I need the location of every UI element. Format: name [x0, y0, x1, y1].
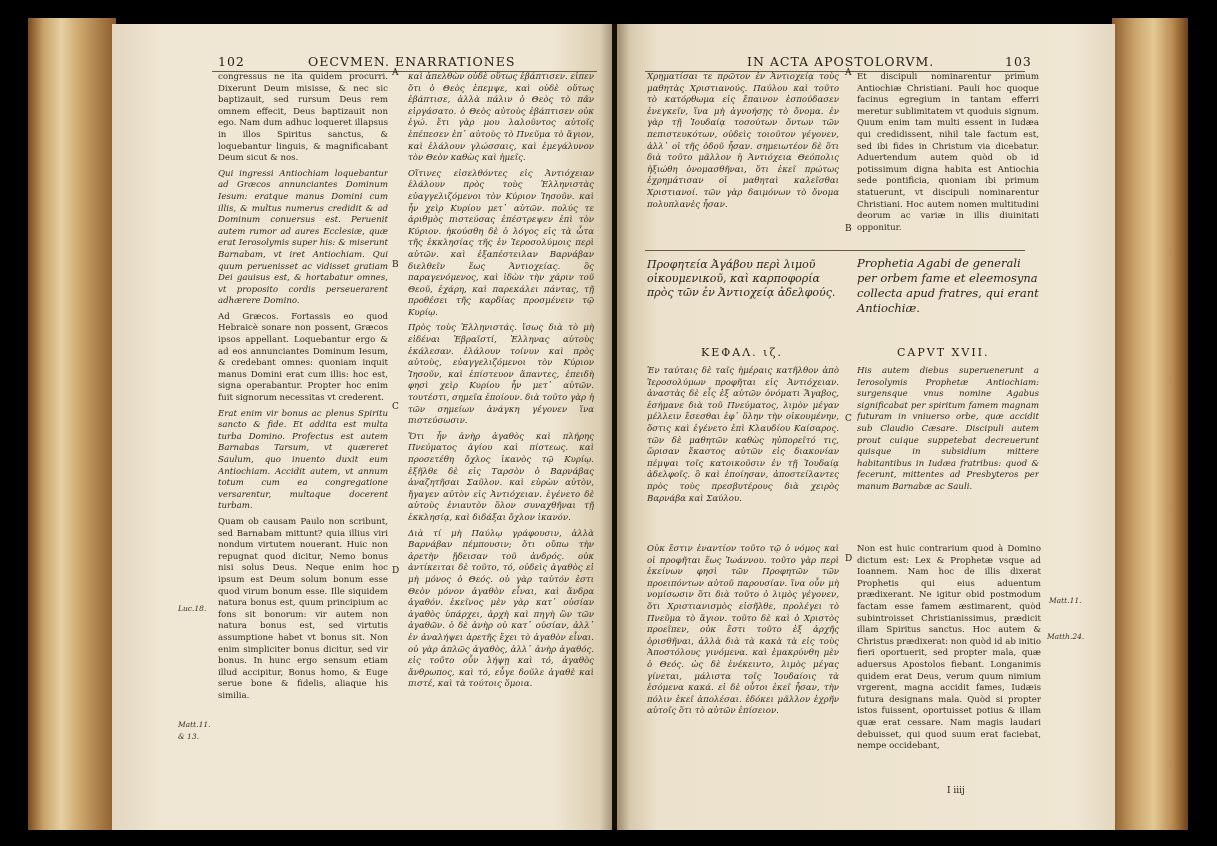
greek-paragraph: καὶ ἀπελθὼν οὐδὲ οὕτως ἐβάπτισεν. εἶπεν ὅτι ὁ Θεὸς ἐπεμψε, καὶ οὐδὲ οὕτως ἐβάπτισε, ἀλλὰ πάλιν ὁ Θεὸς τὸ πᾶν εἰργάσατο. ὁ Θεὸς αὐτοὺς ἐβάπτισεν οὐκ ἐγώ. ἔτι γὰρ μου λαλοῦντος αὐτοῖς ἐπέπεσεν ἐπ᾽ αὐτοὺς τὸ Πνεῦμα τὸ ἅγιον, καὶ ἐλάλουν γλώσσαις, καὶ ἐμεγάλυνον τὸν Θεὸν καθὼς καὶ ἡμεῖς. [408, 72, 594, 164]
book-gutter [600, 24, 630, 830]
right-greek-verse [647, 366, 839, 538]
greek-paragraph: Διὰ τί μὴ Παύλῳ γράφουσιν, ἀλλὰ Βαρνάβαν πέμπουσιν; ὅτι οὔπω τὴν ἀρετὴν ᾔδεισαν τοῦ ἀνδρός. οὐκ ἀντίκειται δὲ τοῦτο, τό, οὐδεὶς ἀγαθὸς εἰ μὴ μόνος ὁ Θεός. οὐ γὰρ ταὐτόν ἐστι Θεὸν μόνον ἀγαθὸν εἶναι, καὶ ἄνδρα ἀγαθόν. ἐκεῖνος μὲν γὰρ κατ᾽ οὐσίαν ἀγαθὸς ὑπάρχει, ἀρχὴ καὶ πηγὴ ὢν τῶν ἀγαθῶν. ὁ δὲ ἀνὴρ οὐ κατ᾽ οὐσίαν, ἀλλ᾽ ἐν ἀναλήψει ἀρετῆς ἔχει τὸ ἀγαθὸν εἶναι. οὐ γὰρ ἁπλῶς ἀγαθὸς, ἀλλ᾽ ἀνὴρ ἀγαθός. εἰς τοῦτο οὖν λήψῃ καὶ τό, ἀγαθὸς ἄνθρωπος, καὶ τό, εὖγε δοῦλε ἀγαθὲ καὶ πιστέ, καὶ τὰ τούτοις ὅμοια. [408, 528, 594, 690]
latin-commentary: Ad Græcos. Fortassis eo quod Hebraicè sonare non possent, Græcos ipsos appellant. Loquebantur ergo & ad eos annunciantes Dominum Iesum, & credebant omnes: quoniam inquit manus Domini erat cum illis: hoc est, signa operabantur. Propter hoc enim fuit signorum necessitas vt crederent. [218, 311, 388, 404]
marker-a: A [392, 68, 399, 78]
right-latin-commentary [857, 544, 1041, 784]
latin-verse: Qui ingressi Antiochiam loquebantur ad Græcos annunciantes Dominum Iesum: eratque manus Domini cum illis, & multus numerus credidit & ad Dominum conuersus est. Peruenit autem rumor ad aures Ecclesiæ, quæ erat Ierosolymis super his: & miserunt Barnabam, vt iret Antiochiam. Qui quum peruenisset ac vidisset gratiam Dei gauisus est, & hortabatur omnes, vt proposito cordis perseuerarent adhærere Domino. [218, 168, 388, 307]
marker-c: C [845, 414, 852, 424]
left-page-number: 102 [218, 54, 245, 69]
left-greek-column [408, 72, 594, 822]
left-running-head: OECVMEN. ENARRATIONES [308, 54, 516, 69]
margin-note: & 13. [178, 732, 199, 741]
greek-verse: Ὅτι ἦν ἀνὴρ ἀγαθὸς καὶ πλήρης Πνεύματος ἁγίου καὶ πίστεως. καὶ προσετέθη ὄχλος ἱκανὸς τῷ Κυρίῳ. ἐξῆλθε δὲ εἰς Ταρσὸν ὁ Βαρνάβας ἀναζητῆσαι Σαῦλον. καὶ εὑρὼν αὐτὸν, ἤγαγεν αὐτὸν εἰς Ἀντιόχειαν. ἐγένετο δὲ αὐτοὺς ἐνιαυτὸν ὅλον συναχθῆναι τῇ ἐκκλησίᾳ, καὶ διδάξαι ὄχλον ἱκανόν. [408, 431, 594, 523]
right-page-number: 103 [1005, 54, 1032, 69]
marker-b: B [392, 260, 399, 270]
margin-note: Matth.24. [1047, 632, 1085, 641]
left-latin-column [218, 72, 388, 822]
greek-verse: Ἐν ταύταις δὲ ταῖς ἡμέραις κατῆλθον ἀπὸ Ἱεροσολύμων προφῆται εἰς Ἀντιόχειαν. ἀναστὰς δὲ εἷς ἐξ αὐτῶν ὀνόματι Ἄγαβος, ἐσήμανε διὰ τοῦ Πνεύματος, λιμὸν μέγαν μέλλειν ἔσεσθαι ἐφ᾽ ὅλην τὴν οἰκουμένην, ὅστις καὶ ἐγένετο ἐπὶ Κλαυδίου Καίσαρος. τῶν δὲ μαθητῶν καθὼς ηὐπορεῖτό τις, ὥρισαν ἕκαστος αὐτῶν εἰς διακονίαν πέμψαι τοῖς κατοικοῦσιν ἐν τῇ Ἰουδαίᾳ ἀδελφοῖς. ὃ καὶ ἐποίησαν, ἀποστείλαντες πρὸς τοὺς πρεσβυτέρους διὰ χειρὸς Βαρνάβα καὶ Σαύλου. [647, 366, 839, 504]
latin-verse: His autem diebus superuenerunt a Ierosolymis Prophetæ Antiochiam: surgensque vnus nomine Agabus significabat per spiritum famem magnam futuram in vniuerso orbe, quæ accidit sub Claudio Cæsare. Discipuli autem prout cuique suppetebat decreuerunt quisque in subsidium mittere habitantibus in Iudæa fratribus: quod & fecerunt, mittentes ad Presbyteros per manum Barnabæ ac Sauli. [857, 366, 1039, 492]
right-latin-verse [857, 366, 1039, 538]
greek-verse: Οἵτινες εἰσελθόντες εἰς Ἀντιόχειαν ἐλάλουν πρὸς τοὺς Ἑλληνιστὰς εὐαγγελιζόμενοι τὸν Κύριον Ἰησοῦν. καὶ ἦν χεὶρ Κυρίου μετ᾽ αὐτῶν. πολύς τε ἀριθμὸς πιστεύσας ἐπέστρεψεν ἐπὶ τὸν Κύριον. ἠκούσθη δὲ ὁ λόγος εἰς τὰ ὦτα τῆς ἐκκλησίας τῆς ἐν Ἱεροσολύμοις περὶ αὐτῶν. καὶ ἐξαπέστειλαν Βαρνάβαν διελθεῖν ἕως Ἀντιοχείας. ὃς παραγενόμενος, καὶ ἰδὼν τὴν χάριν τοῦ Θεοῦ, ἐχάρη, καὶ παρεκάλει πάντας, τῇ προθέσει τῆς καρδίας προσμένειν τῷ Κυρίῳ. [408, 168, 594, 318]
marker-c: C [392, 402, 399, 412]
caput-number: CAPVT XVII. [897, 346, 990, 359]
greek-commentary: Πρὸς τοὺς Ἑλληνιστάς. ἴσως διὰ τὸ μὴ εἰδέναι Ἑβραϊστί, Ἑλληνας αὐτοὺς ἐκάλεσαν. ἐλάλουν τοίνυν καὶ πρὸς αὐτοὺς, εὐαγγελιζόμενοι τὸν Κύριον Ἰησοῦν, καὶ ἐπίστευον ἅπαντες, ἐπειδὴ φησὶ χεὶρ Κυρίου ἦν μετ᾽ αὐτῶν. τουτέστι, σημεῖα ἐποίουν. διὰ τοῦτο γὰρ ἡ τῶν σημείων ἀνάγκη γέγονεν ἵνα πιστεύσωσιν. [408, 323, 594, 427]
section-rule [645, 250, 1025, 251]
latin-verse: Erat enim vir bonus ac plenus Spiritu sancto & fide. Et addita est multa turba Domino. Profectus est autem Barnabas Tarsum, vt quæreret Saulum, quo inuento duxit eum Antiochiam. Accidit autem, vt annum totum cum ea congregatione versarentur, multaque docerent turbam. [218, 408, 388, 512]
latin-paragraph: Et discipuli nominarentur primum Antiochiæ Christiani. Pauli hoc quoque facinus egregium in tantam efferri meretur sublimitatem vt quoduis signum. Quum enim tam multi essent in Iudæa qui credidissent, nihil tale factum est, sed ibi fides in Christum via dicebatur. Aduertendum autem quòd ob id potissimum digna habita est Antiochia sede pontificia, quoniam ibi primum statuerunt, vt discipuli nominarentur Christiani. Hoc autem nomen multitudini deorum ac variæ in illis diuinitati opponitur. [857, 72, 1039, 233]
chapter-title-greek: Προφητεία Ἀγάβου περὶ λιμοῦ οἰκουμενικοῦ, καὶ καρποφορία πρὸς τῶν ἐν Ἀντιοχείᾳ ἀδελφούς. [647, 258, 836, 299]
greek-commentary: Οὐκ ἔστιν ἐναντίον τοῦτο τῷ ὁ νόμος καὶ οἱ προφῆται ἕως Ἰωάννου. τοῦτο γὰρ περὶ ἐκείνων φησὶ τῶν Προφητῶν τῶν προειπόντων αὐτοῦ παρουσίαν. ἵνα οὖν μὴ νομίσωσιν ὅτι διὰ τοῦτο ὁ λιμὸς γέγονεν, ὅτι Χριστιανισμὸς εἰσῆλθε, προλέγει τὸ Πνεῦμα τὸ ἅγιον. τοῦτο δὲ καὶ ὁ Χριστὸς προεῖπεν, οὐκ ἔστι τοῦτο ἐξ ἀρχῆς ὁρισθῆναι, ἀλλὰ διὰ τὰ κακὰ τὰ εἰς τοὺς Ἀποστόλους γινόμενα. καὶ ἐμακρύνθη μὲν ὁ Θεός. ὡς δὲ ἐνέκειντο, λιμὸς μέγας γίνεται, μάλιστα τοῖς Ἰουδαίοις τὰ ἐσόμενα κακά. εἰ δὲ οὗτοι ἐκεῖ ἦσαν, τὴν πόλιν ἐκεῖ ἀπολέσαι. ἐδόκει μᾶλλον ἐχρῆν αὐτοῖς ὅτι τὸ αὐτῶν ἐπίσειον. [647, 544, 839, 717]
kephalaion-number: ΚΕΦΑΛ. ιζ. [701, 346, 783, 359]
margin-note: Matt.11. [178, 720, 211, 729]
signature-mark: I iiij [947, 786, 965, 796]
chapter-title-latin: Prophetia Agabi de generali per orbem fame et eleemosyna collecta apud fratres, qui erant Antiochiæ. [857, 256, 1039, 315]
right-greek-commentary [647, 544, 839, 784]
marker-b: B [845, 224, 852, 234]
margin-note: Luc.18. [178, 604, 207, 613]
latin-paragraph: congressus ne ita quidem procurri. Dixerunt Deum misisse, & nec sic baptizauit, sed rursum Deus rem omnem effecit, Deus baptizauit non ego. Nam dum adhuc loqueret illapsus in illos Spiritus sanctus, & loquebantur linguis, & magnificabant Deum sicut & nos. [218, 72, 388, 164]
left-page [112, 24, 612, 830]
margin-note: Matt.11. [1049, 596, 1082, 605]
latin-commentary: Non est huic contrarium quod à Domino dictum est: Lex & Prophetæ vsque ad Ioannem. Nam hoc de illis dixerat Prophetis qui eius aduentum prædixerant. Ne igitur obid postmodum factam esse famem æstimarent, quòd subintroisset Christianissimus, prædicit illam Spiritus sanctus. Hoc autem & Christus prædixerat: non quòd id ab initio fieri oportuerit, sed propter mala, quæ aduersus Apostolos fiebant. Longanimis quidem erat Deus, verum quum nimium vrgerent, magna accidit fames, Iudæis futura designans mala. Quòd si propter istos fuissent, oportuisset potius & illam quæ erat cessare. Nam magis laudari debuisset, qui quod suum erat faciebat, nempe occidebant, [857, 544, 1041, 752]
right-greek-top [647, 72, 839, 232]
right-fore-edge [1112, 18, 1188, 830]
right-page [617, 24, 1115, 830]
latin-paragraph: Quam ob causam Paulo non scribunt, sed Barnabam mittunt? quia illius viri nondum virtutem nouerant. Huic non repugnat quod dicitur, Nemo bonus nisi solus Deus. Neque enim hoc ipsum est Deum solum bonum esse quod virum bonum esse. Ille siquidem natura bonus est, quum principium ac fons sit bonorum: vir autem non natura bonus est, sed virtutis assumptione habet vt bonus sit. Non enim simpliciter bonus dicitur, sed vir bonus. In hunc ergo sensum etiam illud accipitur, Bonus homo, & Euge serue bone & fidelis, aliaque his similia. [218, 516, 388, 701]
greek-paragraph: Χρηματίσαι τε πρῶτον ἐν Ἀντιοχείᾳ τοὺς μαθητὰς Χριστιανούς. Παύλου καὶ τοῦτο τὸ κατόρθωμα εἰς ἔπαινον ἐσπούδασεν ἐνεγκεῖν, ἵνα μὴ ἀγνοήσῃς τὸ ὄνομα. ἐν γὰρ τῇ Ἰουδαίᾳ τοσούτων ὄντων τῶν πεπιστευκότων, οὐδεὶς τοιοῦτον γέγονεν, ἀλλ᾽ οἱ τῆς ὁδοῦ ἦσαν. σημειωτέον δὲ ὅτι διὰ τοῦτο μᾶλλον ἡ Ἀντιόχεια Θεόπολις ἠξιώθη ὀνομασθῆναι, ὅτι ἐκεῖ πρώτως ἐχρημάτισαν οἱ μαθηταὶ καλεῖσθαι Χριστιανοί. τῶν γὰρ δαιμόνων τὸ ὄνομα πολυπλανὲς ἦσαν. [647, 72, 839, 210]
marker-d: D [392, 566, 400, 576]
right-running-head: IN ACTA APOSTOLORVM. [747, 54, 935, 69]
marker-d: D [845, 554, 853, 564]
marker-a: A [845, 68, 852, 78]
right-latin-top [857, 72, 1039, 248]
left-fore-edge [28, 18, 116, 830]
